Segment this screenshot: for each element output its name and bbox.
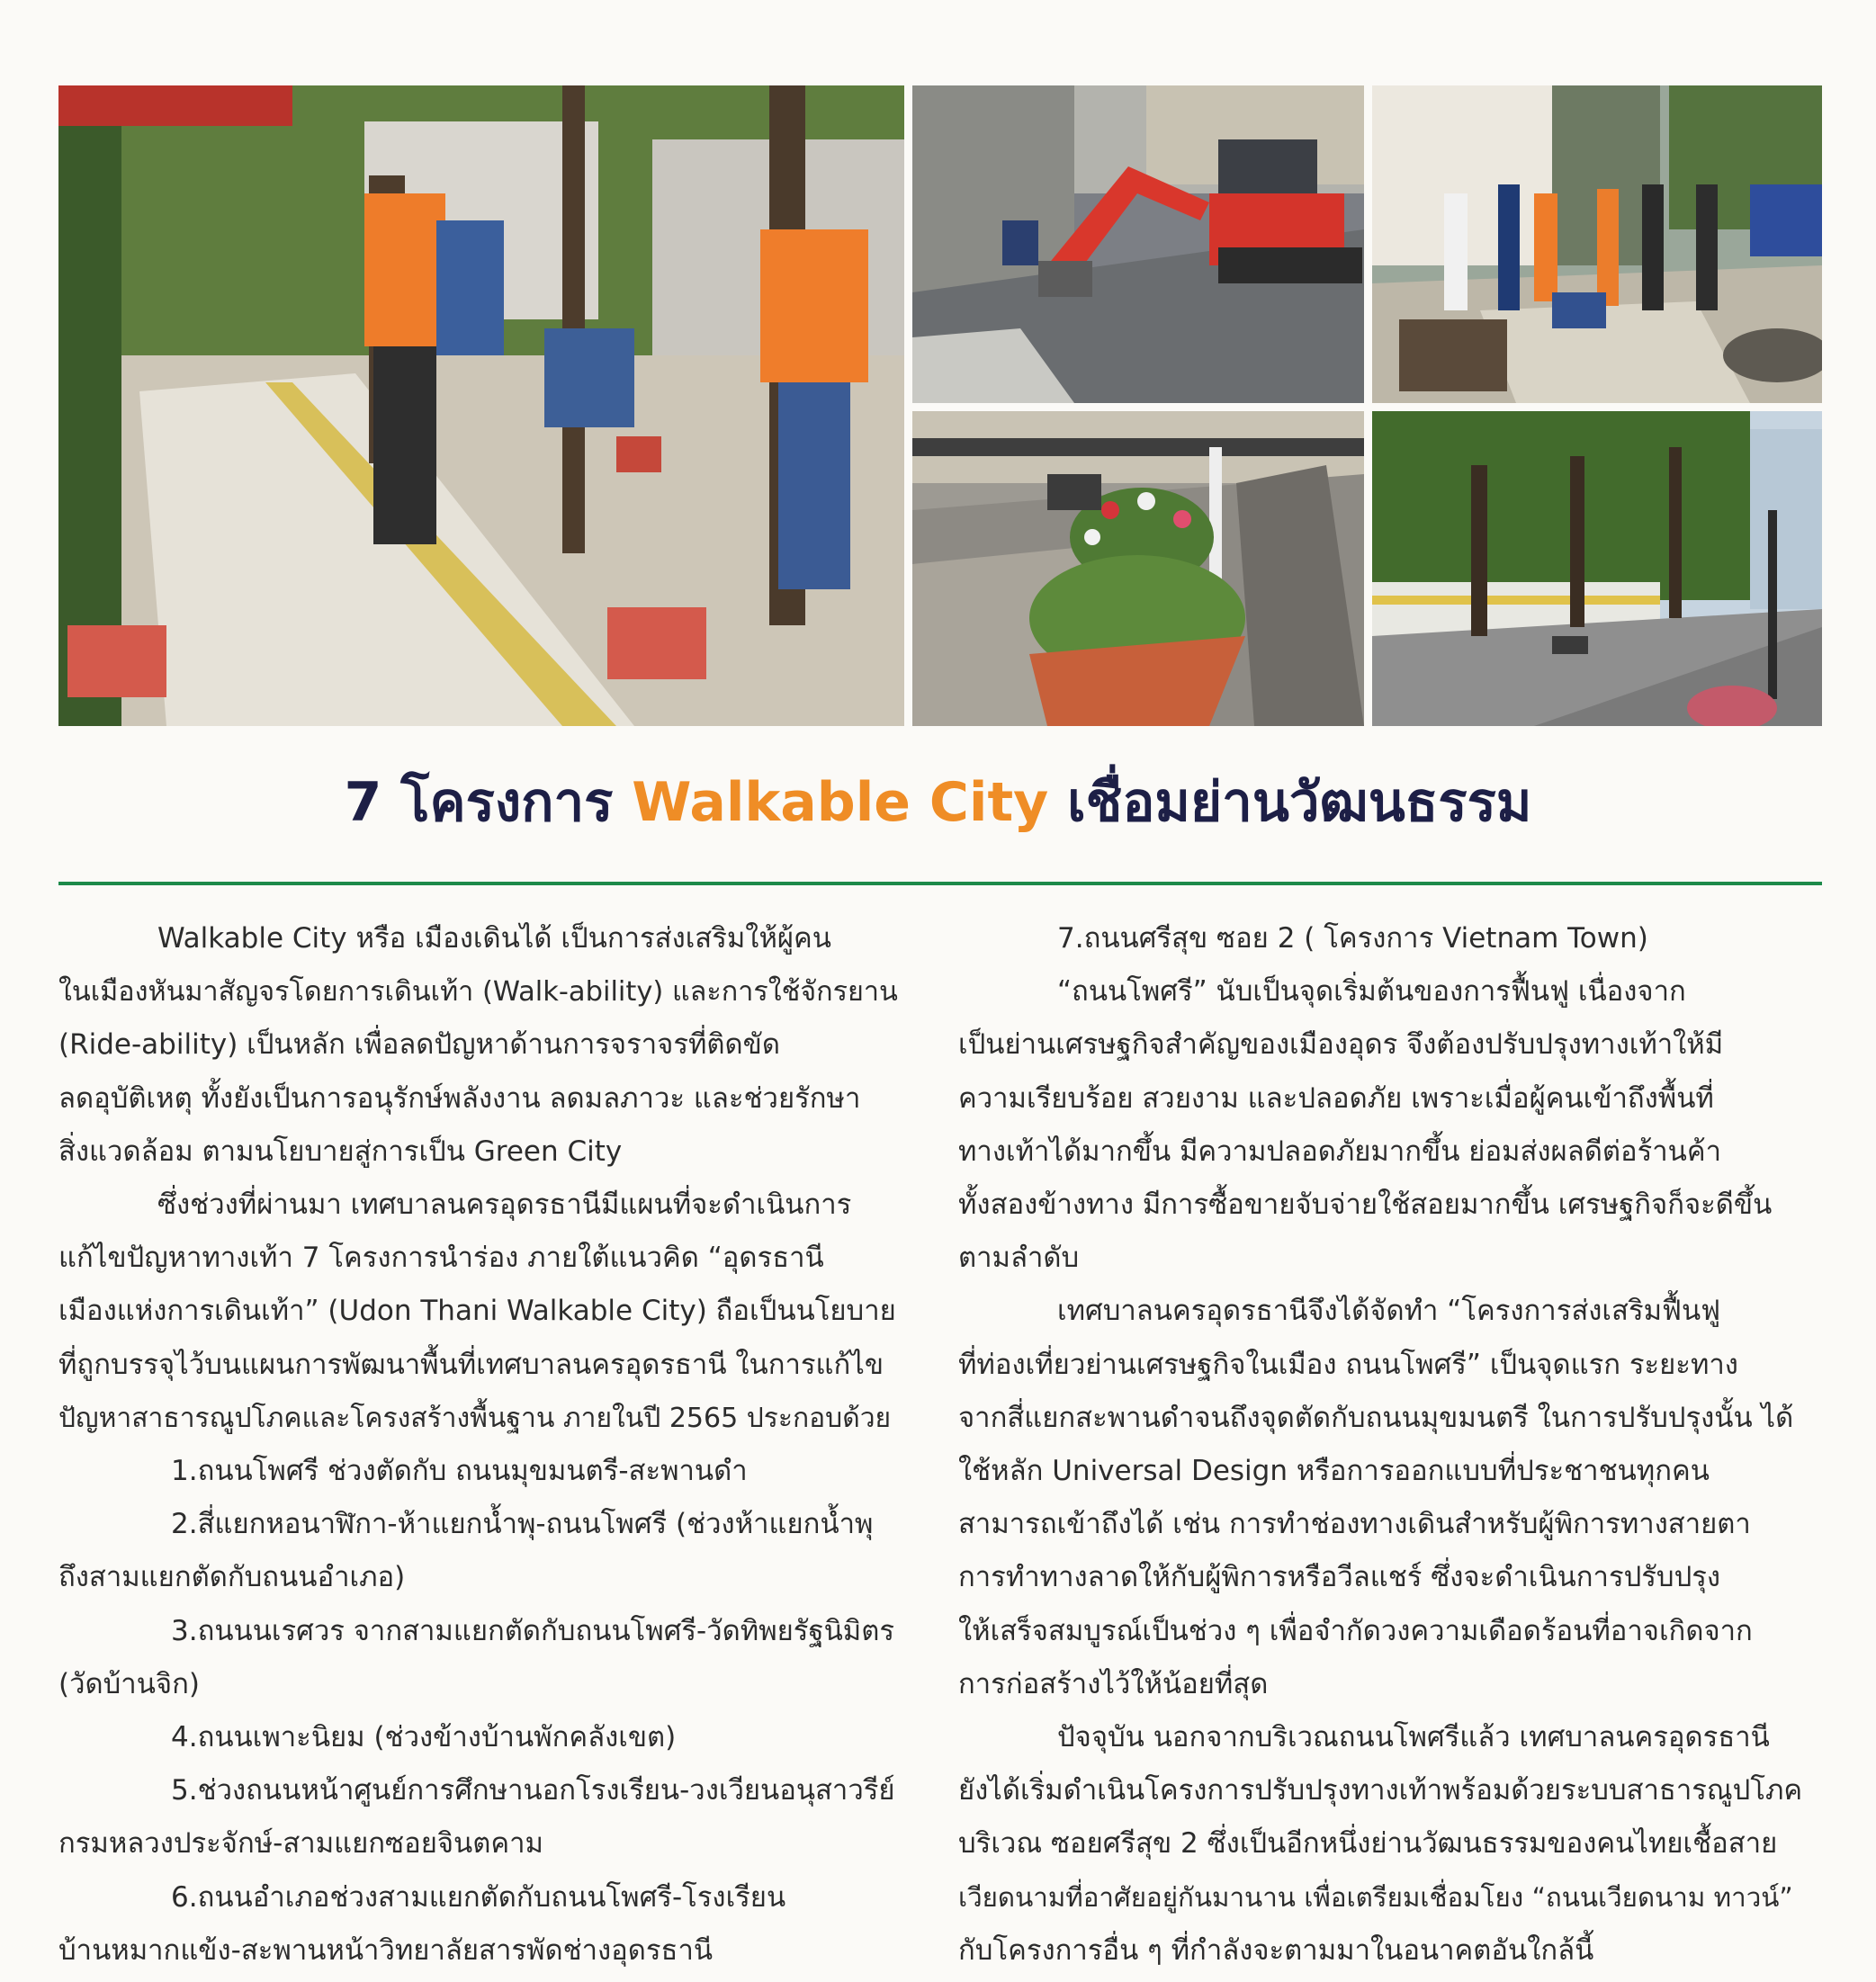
paragraph-line: ซึ่งช่วงที่ผ่านมา เทศบาลนครอุดรธานีมีแผนที่จะดำเนินการ	[157, 1188, 852, 1222]
tree-lined-sidewalk-photo	[1372, 411, 1822, 726]
paragraph-line: ลดอุบัติเหตุ ทั้งยังเป็นการอนุรักษ์พลังงาน ลดมลภาวะ และช่วยรักษา	[58, 1081, 861, 1115]
list-item-continued: (วัดบ้านจิก)	[58, 1667, 200, 1700]
list-item: 1.ถนนโพศรี ช่วงตัดกับ ถนนมุขมนตรี-สะพานดำ	[171, 1455, 748, 1488]
paragraph-line: การทำทางลาดให้กับผู้พิการหรือวีลแชร์ ซึ่งจะดำเนินการปรับปรุง	[958, 1561, 1721, 1594]
list-item: 3.ถนนนเรศวร จากสามแยกตัดกับถนนโพศรี-วัดทิพยรัฐนิมิตร	[171, 1614, 894, 1647]
paragraph-line: แก้ไขปัญหาทางเท้า 7 โครงการนำร่อง ภายใต้แนวคิด “อุดรธานี	[58, 1242, 824, 1275]
paragraph-line: กับโครงการอื่น ๆ ที่กำลังจะตามมาในอนาคตอันใกล้นี้	[958, 1933, 1594, 1967]
flower-planter-sidewalk-photo	[912, 411, 1364, 726]
excavator-road-photo	[912, 85, 1364, 403]
paragraph-line: การก่อสร้างไว้ให้น้อยที่สุด	[958, 1667, 1269, 1700]
paragraph-line: ให้เสร็จสมบูรณ์เป็นช่วง ๆ เพื่อจำกัดวงความเดือดร้อนที่อาจเกิดจาก	[958, 1614, 1753, 1647]
paragraph-line: Walkable City หรือ เมืองเดินได้ เป็นการส่งเสริมให้ผู้คน	[157, 922, 831, 955]
paragraph-line: ความเรียบร้อย สวยงาม และปลอดภัย เพราะเมื่อผู้คนเข้าถึงพื้นที่	[958, 1081, 1714, 1115]
photo-collage	[0, 0, 1876, 738]
paragraph-line: สามารถเข้าถึงได้ เช่น การทำช่องทางเดินสำหรับผู้พิการทางสายตา	[958, 1508, 1751, 1541]
paragraph-line: “ถนนโพศรี” นับเป็นจุดเริ่มต้นของการฟื้นฟู เนื่องจาก	[1057, 975, 1686, 1009]
paragraph-line: เทศบาลนครอุดรธานีจึงได้จัดทำ “โครงการส่งเสริมฟื้นฟู	[1057, 1295, 1721, 1328]
list-item: 7.ถนนศรีสุข ซอย 2 ( โครงการ Vietnam Town)	[1057, 922, 1648, 955]
paragraph-line: ใช้หลัก Universal Design หรือการออกแบบที่ประชาชนทุกคน	[958, 1455, 1710, 1488]
title-prefix: 7 โครงการ	[344, 771, 633, 834]
paragraph-line: ในเมืองหันมาสัญจรโดยการเดินเท้า (Walk-ability) และการใช้จักรยาน	[58, 976, 898, 1009]
paragraph-line: สิ่งแวดล้อม ตามนโยบายสู่การเป็น Green City	[58, 1134, 623, 1168]
paragraph-line: เวียดนามที่อาศัยอยู่กันมานาน เพื่อเตรียมเชื่อมโยง “ถนนเวียดนาม ทาวน์”	[958, 1881, 1793, 1913]
list-item-continued: บ้านหมากแข้ง-สะพานหน้าวิทยาลัยสารพัดช่างอุดรธานี	[58, 1933, 714, 1967]
paragraph-line: จากสี่แยกสะพานดำจนถึงจุดตัดกับถนนมุขมนตรี ในการปรับปรุงนั้น ได้	[958, 1401, 1794, 1434]
sidewalk-workers-photo	[58, 85, 904, 726]
article-column-left	[58, 912, 904, 1978]
list-item-continued: ถึงสามแยกตัดกับถนนอำเภอ)	[58, 1561, 406, 1594]
title-suffix: เชื่อมย่านวัฒนธรรม	[1048, 771, 1532, 834]
paragraph-line: เป็นย่านเศรษฐกิจสำคัญของเมืองอุดร จึงต้องปรับปรุงทางเท้าให้มี	[958, 1028, 1724, 1062]
list-item: 6.ถนนอำเภอช่วงสามแยกตัดกับถนนโพศรี-โรงเรียน	[171, 1880, 786, 1914]
paragraph-line: ทั้งสองข้างทาง มีการซื้อขายจับจ่ายใช้สอยมากขึ้น เศรษฐกิจก็จะดีขึ้น	[958, 1188, 1773, 1222]
paragraph-line: ที่ถูกบรรจุไว้บนแผนการพัฒนาพื้นที่เทศบาลนครอุดรธานี ในการแก้ไข	[58, 1348, 884, 1381]
title-divider	[58, 882, 1822, 885]
list-item: 4.ถนนเพาะนิยม (ช่วงข้างบ้านพักคลังเขต)	[171, 1721, 677, 1754]
paragraph-line: ยังได้เริ่มดำเนินโครงการปรับปรุงทางเท้าพร้อมด้วยระบบสาธารณูปโภค	[958, 1774, 1803, 1807]
paragraph-line: ตามลำดับ	[958, 1242, 1080, 1275]
paragraph-line: ปัจจุบัน นอกจากบริเวณถนนโพศรีแล้ว เทศบาลนครอุดรธานี	[1057, 1721, 1770, 1754]
officials-inspection-photo	[1372, 85, 1822, 403]
paragraph-line: (Ride-ability) เป็นหลัก เพื่อลดปัญหาด้านการจราจรที่ติดขัด	[58, 1028, 780, 1062]
paragraph-line: ปัญหาสาธารณูปโภคและโครงสร้างพื้นฐาน ภายในปี 2565 ประกอบด้วย	[58, 1402, 892, 1434]
paragraph-line: ที่ท่องเที่ยวย่านเศรษฐกิจในเมือง ถนนโพศรี” เป็นจุดแรก ระยะทาง	[958, 1348, 1738, 1381]
paragraph-line: เมืองแห่งการเดินเท้า” (Udon Thani Walkable City) ถือเป็นนโยบาย	[58, 1295, 896, 1328]
title-accent: Walkable City	[632, 771, 1049, 834]
article-column-right	[958, 912, 1804, 1978]
paragraph-line: ทางเท้าได้มากขึ้น มีความปลอดภัยมากขึ้น ย่อมส่งผลดีต่อร้านค้า	[958, 1134, 1721, 1168]
page-title	[0, 767, 1876, 839]
list-item-continued: กรมหลวงประจักษ์-สามแยกซอยจินตคาม	[58, 1827, 543, 1861]
paragraph-line: บริเวณ ซอยศรีสุข 2 ซึ่งเป็นอีกหนึ่งย่านวัฒนธรรมของคนไทยเชื้อสาย	[958, 1827, 1778, 1861]
list-item: 2.สี่แยกหอนาฬิกา-ห้าแยกน้ำพุ-ถนนโพศรี (ช่วงห้าแยกน้ำพุ	[171, 1508, 874, 1541]
list-item: 5.ช่วงถนนหน้าศูนย์การศึกษานอกโรงเรียน-วงเวียนอนุสาวรีย์	[171, 1774, 895, 1807]
